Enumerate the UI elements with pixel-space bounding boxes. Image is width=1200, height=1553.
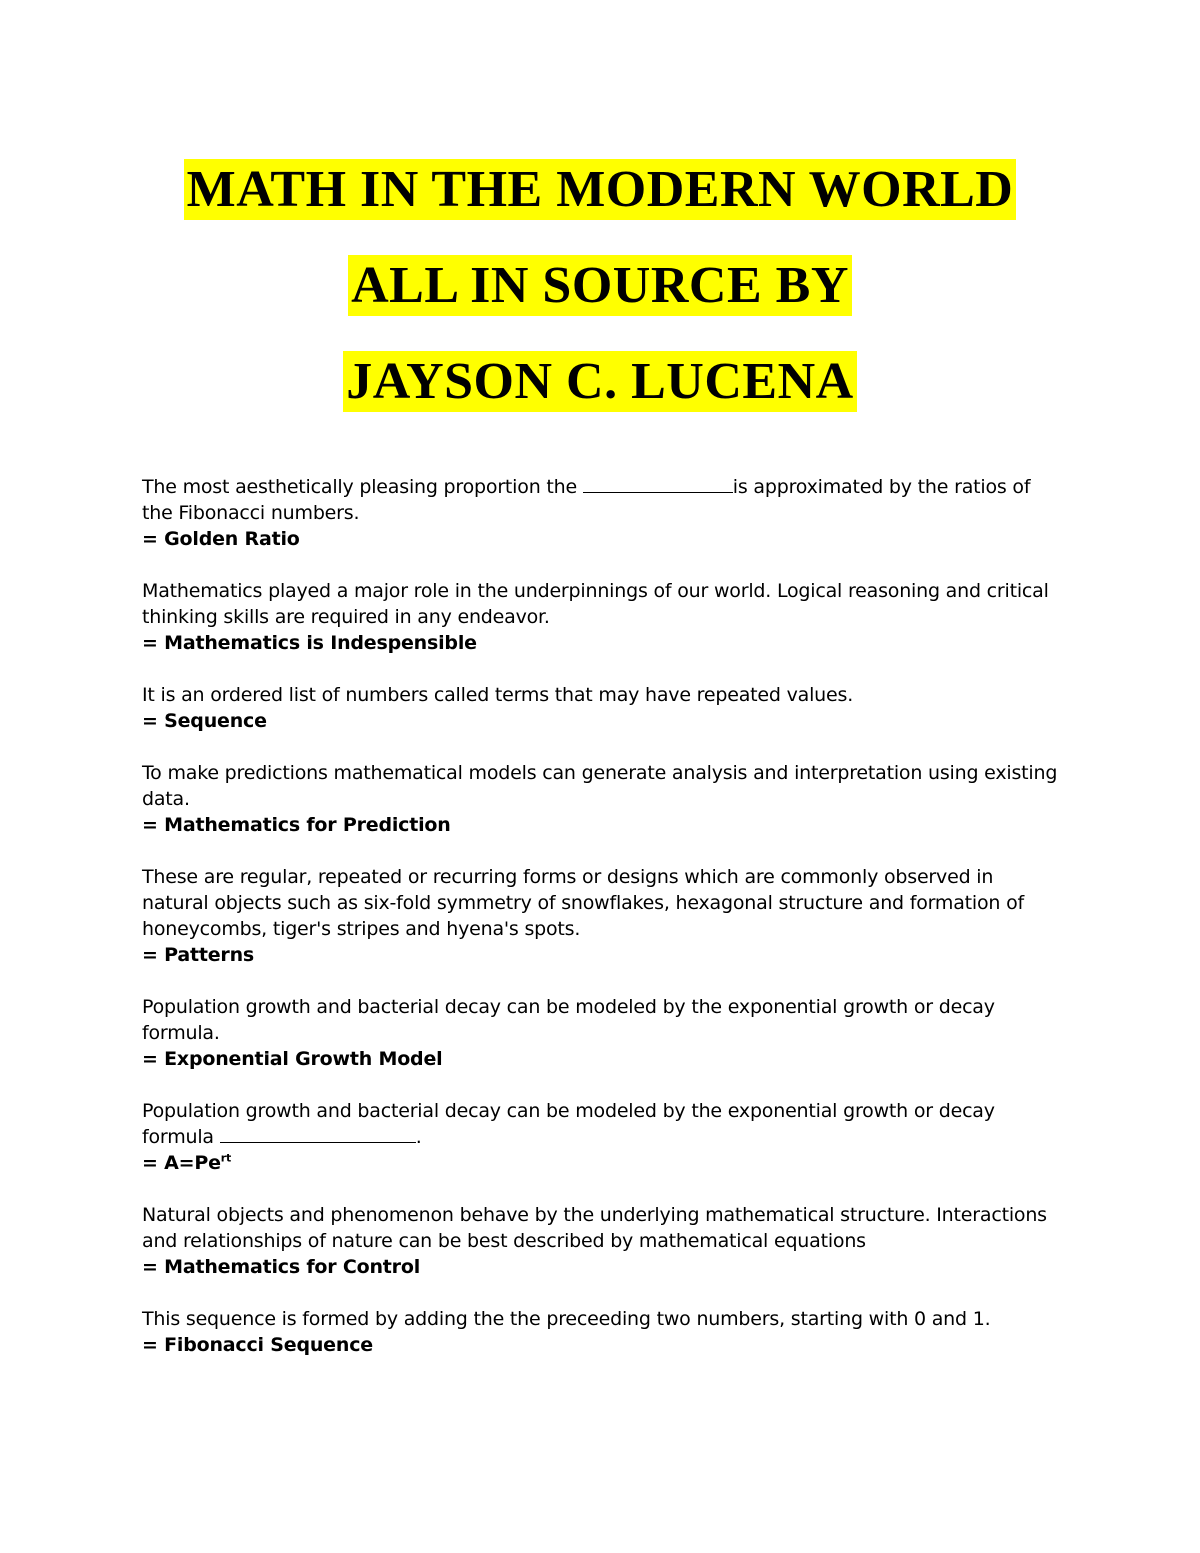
question-text	[142, 1098, 1062, 1150]
question-text	[142, 474, 1062, 526]
question-text: These are regular, repeated or recurring forms or designs which are commonly observed in natural objects such as six-fold symmetry of snowflakes, hexagonal structure and formation of honeycombs, tiger's stripes and hyena's spots.	[142, 866, 1030, 940]
question-text-after-blank: is approximated by the ratios of the Fibonacci numbers.	[142, 476, 1037, 524]
question-text-after-blank: .	[415, 1126, 422, 1148]
title-text-1: MATH IN THE MODERN WORLD	[184, 159, 1017, 220]
fill-in-blank	[220, 1124, 416, 1143]
question-text: This sequence is formed by adding the the preceeding two numbers, starting with 0 and 1.	[142, 1308, 991, 1330]
qa-item-9	[142, 1306, 1062, 1358]
answer-text: = Exponential Growth Model	[142, 1048, 443, 1070]
answer-text: = Sequence	[142, 710, 267, 732]
answer-formula: = A=Pe	[142, 1152, 221, 1174]
title-line-3	[0, 334, 1200, 430]
question-text: It is an ordered list of numbers called terms that may have repeated values.	[142, 684, 854, 706]
title-line-2	[0, 238, 1200, 334]
qa-item-4	[142, 760, 1062, 838]
question-text-before-blank: Population growth and bacterial decay can be modeled by the exponential growth or decay formula	[142, 1100, 1001, 1148]
title-line-1	[0, 142, 1200, 238]
qa-item-2	[142, 578, 1062, 656]
qa-item-6	[142, 994, 1062, 1072]
question-text: Population growth and bacterial decay can be modeled by the exponential growth or decay formula.	[142, 996, 1001, 1044]
qa-item-7	[142, 1098, 1062, 1176]
fill-in-blank	[583, 474, 733, 493]
qa-item-1	[142, 474, 1062, 552]
title-text-2: ALL IN SOURCE BY	[348, 255, 852, 316]
qa-item-3	[142, 682, 1062, 734]
answer-text: = Patterns	[142, 944, 255, 966]
question-text: Mathematics played a major role in the underpinnings of our world. Logical reasoning and critical thinking skills are required in any endeavor.	[142, 580, 1055, 628]
question-text-before-blank: The most aesthetically pleasing proportion the	[142, 476, 583, 498]
question-answer-list	[142, 474, 1062, 1384]
answer-text: = Fibonacci Sequence	[142, 1334, 373, 1356]
question-text: Natural objects and phenomenon behave by the underlying mathematical structure. Interactions and relationships of nature can be best described by mathematical equations	[142, 1204, 1053, 1252]
question-text: To make predictions mathematical models can generate analysis and interpretation using existing data.	[142, 762, 1064, 810]
answer-text: = Mathematics for Prediction	[142, 814, 451, 836]
answer-text: = Golden Ratio	[142, 528, 300, 550]
title-text-3: JAYSON C. LUCENA	[343, 351, 856, 412]
answer-text: = Mathematics is Indespensible	[142, 632, 477, 654]
qa-item-8	[142, 1202, 1062, 1280]
qa-item-5	[142, 864, 1062, 968]
answer-text	[142, 1150, 1062, 1176]
document-title	[0, 142, 1200, 430]
answer-exponent: rt	[220, 1151, 232, 1165]
answer-text: = Mathematics for Control	[142, 1256, 421, 1278]
